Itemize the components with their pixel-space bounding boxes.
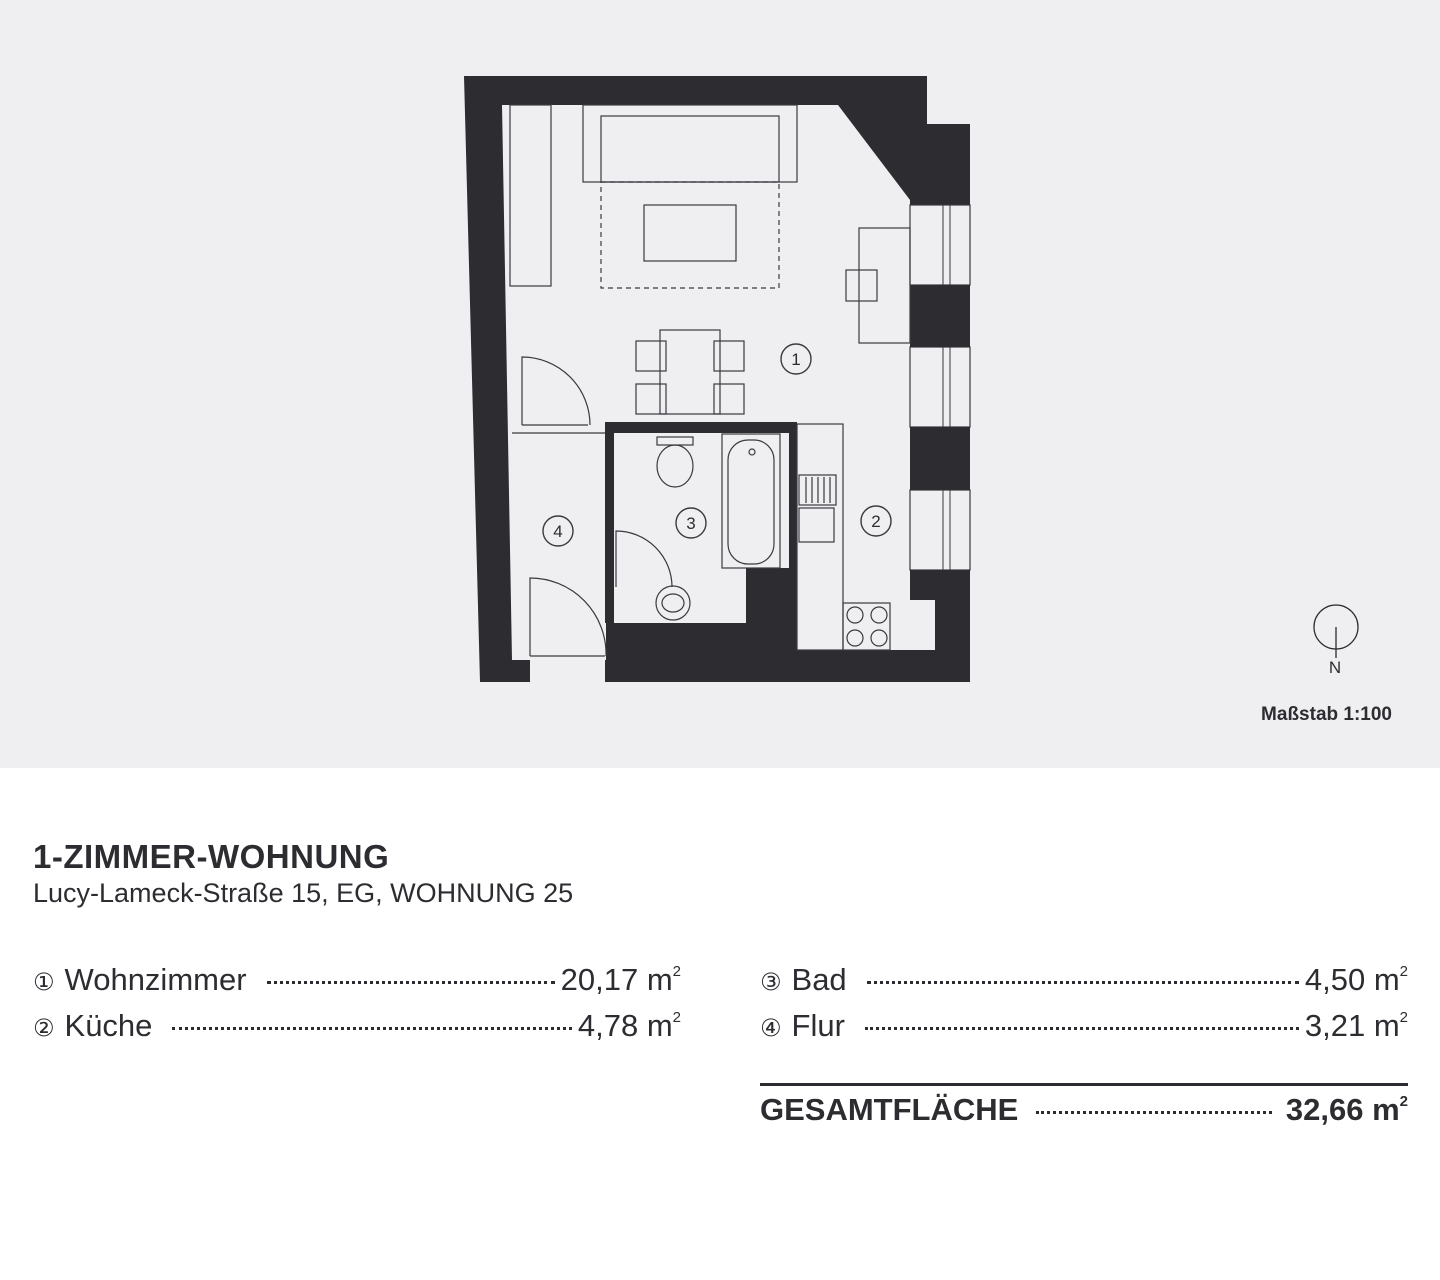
rug	[601, 182, 779, 288]
room-marker: ①	[33, 969, 55, 996]
room-number-3: 3	[686, 514, 696, 533]
dotted-leader	[865, 1026, 1299, 1030]
area-row-bad	[760, 962, 1408, 1002]
room-name: Flur	[791, 1008, 845, 1043]
room-area: 4,50 $m^2$	[1304, 962, 1408, 997]
desk	[859, 228, 910, 343]
room-name: Wohnzimmer	[64, 962, 247, 997]
wardrobe	[510, 105, 551, 286]
room-marker: ②	[33, 1015, 55, 1042]
kitchen-counter	[797, 424, 843, 650]
room-name: Küche	[64, 1008, 153, 1043]
kitchen-bottom-wall	[797, 650, 970, 682]
coffee-table	[644, 205, 736, 261]
area-row-flur	[760, 1008, 1408, 1048]
north-label: N	[1328, 658, 1342, 677]
area-row-wohnzimmer	[33, 962, 681, 1002]
dining-table	[660, 330, 720, 414]
total-divider	[760, 1083, 1408, 1086]
total-area-row	[760, 1092, 1408, 1136]
total-label: GESAMTFLÄCHE	[760, 1092, 1019, 1127]
apartment-title: 1-ZIMMER-WOHNUNG	[33, 838, 390, 875]
apartment-address: Lucy-Lameck-Straße 15, EG, WOHNUNG 25	[33, 878, 574, 908]
bath-floor-wall	[606, 623, 797, 682]
room-number-4: 4	[553, 522, 563, 541]
area-row-kueche	[33, 1008, 681, 1048]
room-area: 3,21 $m^2$	[1304, 1008, 1408, 1043]
dotted-leader	[267, 980, 555, 984]
north-indicator	[1311, 602, 1359, 682]
stove	[843, 603, 890, 650]
room-marker: ③	[760, 969, 782, 996]
windows	[910, 205, 970, 570]
scale-label: Maßstab 1:100	[1261, 704, 1392, 725]
room-area: 20,17 $m^2$	[560, 962, 681, 997]
kitchen-wall	[789, 422, 797, 650]
hall-bath-wall	[605, 433, 614, 623]
room-name: Bad	[791, 962, 847, 997]
room-area: 4,78 $m^2$	[577, 1008, 681, 1043]
entry-door-opening	[530, 656, 605, 682]
dotted-leader	[1036, 1110, 1272, 1114]
compass-icon	[1311, 602, 1359, 658]
sofa-seat	[601, 116, 779, 182]
sink-basin	[799, 508, 834, 542]
total-area: 32,66 $m^2$	[1285, 1092, 1408, 1127]
room-number-2: 2	[871, 512, 881, 531]
dotted-leader	[867, 980, 1299, 984]
room-number-1: 1	[791, 350, 801, 369]
room-marker: ④	[760, 1015, 782, 1042]
dotted-leader	[172, 1026, 571, 1030]
desk-chair	[846, 270, 877, 301]
